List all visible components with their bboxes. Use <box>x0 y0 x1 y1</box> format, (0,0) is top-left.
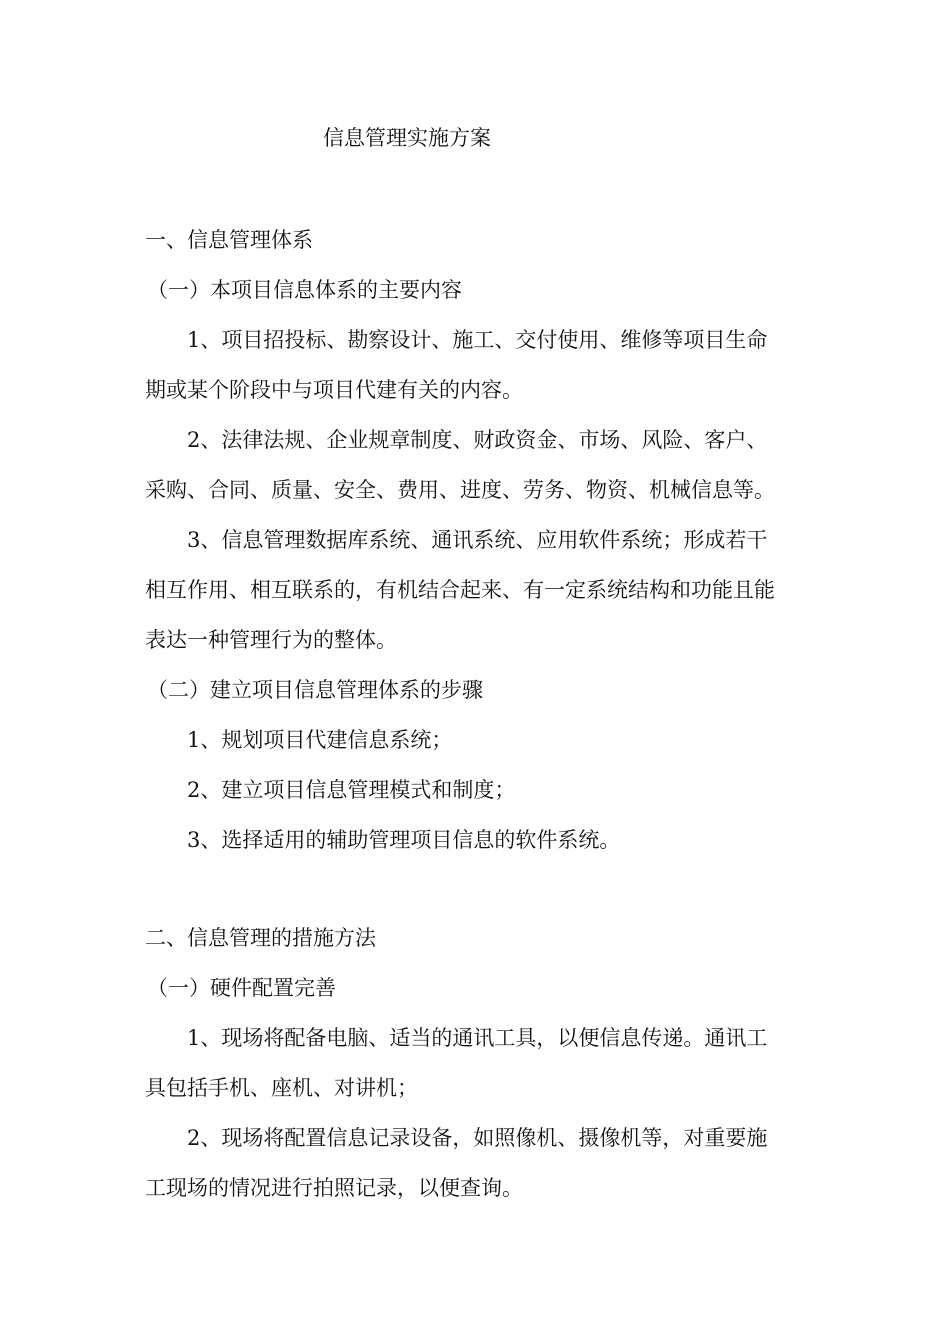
paragraph-1-1-3-line-3: 表达一种管理行为的整体。 <box>145 628 397 652</box>
list-item-1-2-3: 3、选择适用的辅助管理项目信息的软件系统。 <box>187 828 621 852</box>
paragraph-1-1-2-line-2: 采购、合同、质量、安全、费用、进度、劳务、物资、机械信息等。 <box>145 478 775 502</box>
list-item-1-2-2: 2、建立项目信息管理模式和制度； <box>187 778 516 802</box>
paragraph-1-1-1-line-1: 1、项目招投标、勘察设计、施工、交付使用、维修等项目生命 <box>187 328 768 352</box>
paragraph-2-1-1-line-2: 具包括手机、座机、对讲机； <box>145 1076 418 1100</box>
paragraph-2-1-1-line-1: 1、现场将配备电脑、适当的通讯工具，以便信息传递。通讯工 <box>187 1026 768 1050</box>
paragraph-1-1-1-line-2: 期或某个阶段中与项目代建有关的内容。 <box>145 378 523 402</box>
paragraph-1-1-3-line-1: 3、信息管理数据库系统、通讯系统、应用软件系统；形成若干 <box>187 528 768 552</box>
section-2-heading: 二、信息管理的措施方法 <box>145 926 376 950</box>
list-item-1-2-1: 1、规划项目代建信息系统； <box>187 728 453 752</box>
paragraph-2-1-2-line-1: 2、现场将配置信息记录设备，如照像机、摄像机等，对重要施 <box>187 1126 768 1150</box>
section-2-1-heading: （一）硬件配置完善 <box>147 976 336 1000</box>
paragraph-1-1-2-line-1: 2、法律法规、企业规章制度、财政资金、市场、风险、客户、 <box>187 428 768 452</box>
paragraph-2-1-2-line-2: 工现场的情况进行拍照记录，以便查询。 <box>145 1176 523 1200</box>
section-1-heading: 一、信息管理体系 <box>145 228 313 252</box>
section-1-1-heading: （一）本项目信息体系的主要内容 <box>147 278 462 302</box>
document-title: 信息管理实施方案 <box>323 126 491 150</box>
paragraph-1-1-3-line-2: 相互作用、相互联系的，有机结合起来、有一定系统结构和功能且能 <box>145 578 775 602</box>
section-1-2-heading: （二）建立项目信息管理体系的步骤 <box>147 678 483 702</box>
